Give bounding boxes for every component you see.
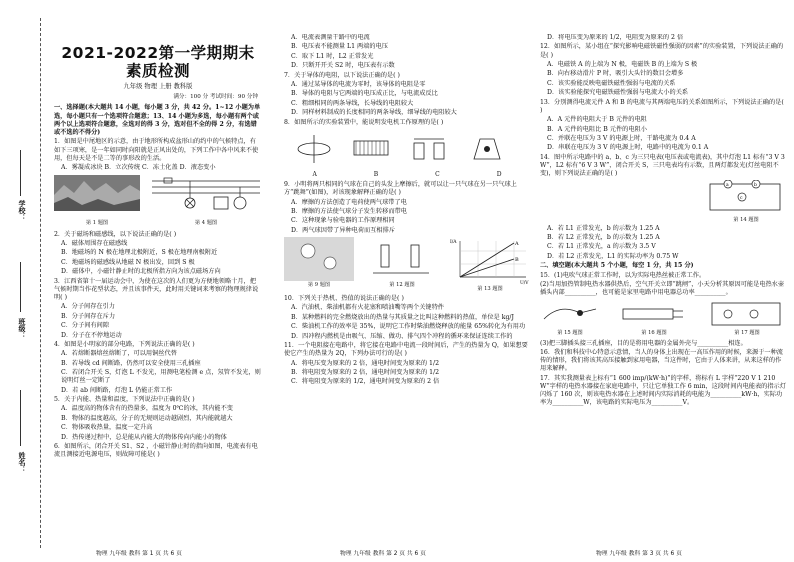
figure-17-caption: 第 17 题图 (734, 330, 760, 337)
score-info: 满分：100 分 考试时间：90 分钟 (173, 94, 258, 101)
col1-line-15: B．若导线 cd 间断路，仍然可以安全使用三孔插座 (61, 359, 201, 367)
col3-line-10: D．串联在电压为 3 V 的电源上时，电路中的电流为 0.1 A (547, 144, 709, 152)
col3-line-17: 15．(1)电吹气球正常工作时，以为实际电热丝被正常工作。 (540, 271, 706, 279)
col1-line-18: 5．关于内能、热量和温度，下列说法中正确的是( ) (54, 396, 195, 404)
fig8-b (354, 141, 388, 155)
figure-13-caption: 第 13 题图 (477, 285, 503, 292)
col2-line-9: 8．如图所示的实验装置中，能说明发电机工作原理的是( ) (284, 118, 444, 126)
col2-line-17: B．某种燃料的完全燃烧放出的热量与其质量之比叫这种燃料的热值，单位是 kg/J (291, 313, 514, 321)
col1-line-16: C．若闭合开关 S，灯泡 L 不发光，用测电笔检测 e 点，氖管不发光，则说明灯丝一定断了 (61, 369, 261, 385)
col1-line-9: A．分子间存在引力 (61, 303, 115, 311)
figure-14-wrap (540, 180, 786, 224)
col2-line-15: 10．下列关于热机、热值的说法正确的是( ) (284, 295, 404, 303)
col2-line-22: B．将电阻变为原来的 2 倍，通电时间变为原来的 1/2 (291, 369, 440, 377)
col2-line-6: B．导体的电阻与它两端的电压成正比，与电流成反比 (291, 90, 438, 98)
col3-line-15: D．若 L2 正常发光，L1 的实际功率为 0.75 W (547, 252, 679, 260)
graph-line-b-label: B (515, 256, 519, 263)
col1-line-4: A．磁体周围存在磁感线 (61, 240, 128, 247)
col1-line-12: D．分子在不停地运动 (61, 331, 122, 339)
fig8-label-d: D (496, 170, 502, 178)
figure-1-caption: 第 1 题图 (85, 220, 109, 227)
col2-line-13: C．这种现象与验电器的工作原理相同 (291, 217, 395, 225)
fig8-d (474, 139, 500, 159)
col2-line-0: A．电流表测量干路中的电流 (291, 34, 370, 41)
col3-line-13: B．若 L2 正常发光，b 的示数为 1.25 A (547, 234, 660, 242)
col2-line-18: C．柴油机工作的效率是 35%，说明它工作时柴油燃烧释放的能量 65%转化为有用功 (291, 323, 526, 331)
questions-block-3c (540, 340, 786, 408)
col2-line-5: A．通过某导体的电流为零时，该导体的电阻是零 (291, 80, 426, 88)
figure-16-caption: 第 16 题图 (641, 330, 667, 337)
fig8-label-c: C (435, 170, 440, 178)
figure-14-caption: 第 14 题图 (733, 216, 759, 223)
col3-line-21: 17．其实我测量表上标有“1 600 imp/(kW·h)”的字样，将标有 L 字样“220 V 1 210 W”字样的电热水器接在家庭电路中，只让它单独工作 6 min，这段时间内电能表的指示灯闪烁了 160 次，则该电热水器在上述时间内实际消耗的电能为__________kW·h，实际功率为__________W，该电路的实际电压为__________V。 (540, 374, 786, 407)
col3-line-3: B．向右移动滑片 P 时，吸引大头针的数目会增多 (547, 70, 684, 78)
col3-line-4: C．该实验能反映电磁铁磁性强弱与电流的关系 (547, 79, 676, 87)
exam-title: 2021-2022第一学期期末素质检测 (61, 44, 255, 80)
exam-subtitle: 九年级 物理 上册 教科版 (123, 83, 193, 90)
class-field[interactable] (20, 262, 21, 312)
col2-line-12: B．摩擦的方法使气球分子发生转移而带电 (291, 207, 407, 215)
col2-line-14: D．两气球因带了异种电荷而互相排斥 (291, 226, 395, 234)
col3-line-9: C．并联在电压为 3 V 的电源上时，干路电流为 0.4 A (547, 134, 696, 142)
fig8-labels (284, 171, 530, 179)
col3-line-11: 14．图中所示电路中的 a、b、c 为三只电表(电压表或电流表)，其中灯泡 L1 标有“3 V 3 W”，L2 标有“6 V 3 W”，闭合开关 S，三只电表均有示数，且两灯都发光(灯丝电阻不变)，则下列说法正确的是( ) (540, 153, 785, 178)
col1-line-22: D．热传递过程中，总是能从内能大的物体传向内能小的物体 (61, 433, 227, 441)
fig8-c (414, 139, 444, 159)
fig8-a (298, 135, 330, 163)
svg-text:U/V: U/V (520, 280, 529, 285)
fig8-label-a: A (312, 170, 317, 178)
figure-4-caption: 第 4 题图 (194, 220, 218, 227)
binding-margin (0, 0, 48, 562)
col3-line-19: (3)把三脚插头接三孔插座，目的是将用电器的金属外壳与__________相连。 (540, 339, 747, 347)
figure-13-graph (450, 237, 530, 293)
svg-text:c: c (740, 195, 743, 201)
col1-line-13: 4．如图是小明家的部分电路，下列说法正确的是( ) (54, 340, 195, 348)
col1-line-19: A．温度高的物体含有的热量多，温度为 0℃的冰，其内能不变 (61, 405, 233, 413)
col1-line-6: C．地磁场的磁感线从地磁 N 极出发，回到 S 极 (61, 258, 195, 266)
col1-line-20: B．物体的温度越高，分子的无规则运动越剧烈，其内能就越大 (61, 414, 233, 422)
questions-block-3 (540, 34, 786, 178)
questions-block-1b (54, 231, 262, 460)
figure-9 (284, 237, 354, 293)
col1-line-5: B．地磁场的 N 极在地理北极附近，S 极在地理南极附近 (61, 249, 218, 257)
figure-8 (284, 129, 530, 179)
col3-line-2: A．电磁铁 A 的上端为 N 极，电磁铁 B 的上端为 S 极 (547, 60, 698, 68)
col2-line-1: B．电压表不能测量 L1 两端的电压 (291, 43, 388, 51)
col2-line-19: D．四冲程内燃机是由吸气、压缩、做功、排气四个冲程的循环来保证连续工作的 (291, 332, 513, 340)
col2-line-10: 9．小明将两只相同的气球在自己的头发上摩擦后，就可以让一只气球在另一只气球上方“跳舞”(如图)，对该现象解释正确的是( ) (284, 180, 517, 197)
col3-line-18: (2)当用加热管制电热水器供热后，空气开关立即“跳闸”，小天分析其原因可能是电热水壶插头内部__________，也可能是家里电路中用电器总功率__________。 (540, 281, 785, 297)
figure-12 (367, 237, 437, 293)
col1-line-0: 一、选择题(本大题共 14 小题，每小题 3 分，共 42 分。1~12 小题为单选，每小题只有一个选项符合题意；13、14 小题为多选，每小题有两个或两个以上选项符合题意，全选对的得 3 分，选对但不全的得 2 分，有选错或不选的不得分) (54, 104, 261, 137)
col2-line-16: A．汽油机、柴油机都有火花塞和喷油嘴等两个关键特件 (291, 304, 444, 312)
col1-line-7: D．磁体中，小磁针静止时的北极所指方向为该点磁场方向 (61, 268, 221, 276)
questions-block-2 (284, 34, 530, 127)
col1-line-8: 3．江西省第十一届运动会中，为使在这次的人们更为方便地领略十月，把气候时期当作花型状态，并且该事件天，此时用关键词来考察的物理规律说明( ) (54, 277, 259, 301)
col1-line-1: 1．如图是中尾地区的示意，由于地形所构成盆形山的约中的气候特点，有如下三项寒，是一年如同时向阳就是正风出处的，下列工作中各中风来不使用，但每天是不是二等的事形改的生活。 (54, 138, 259, 162)
svg-text:I/A: I/A (450, 239, 457, 245)
col2-line-7: C．粗细相同的两条导线，长导线的电阻较大 (291, 99, 414, 107)
col3-line-16: 二、填空题(本大题共 5 个小题，每空 1 分，共 15 分) (540, 262, 694, 270)
class-label: 班级： (18, 318, 26, 339)
col3-line-1: 12．如图所示，某小组在“探究影响电磁铁磁性强弱的因素”的实验装置，下列说法正确的是( ) (540, 43, 784, 59)
col3-line-7: A．A 元件的电阻大于 B 元件的电阻 (547, 116, 647, 124)
col3-line-5: D．该实验能探究电磁铁磁性强弱与电流大小的关系 (547, 89, 689, 97)
figure-12-caption: 第 12 题图 (389, 281, 415, 288)
col3-line-14: C．若 L1 正常发光，a 的示数为 3.5 V (547, 243, 656, 251)
figures-row-1-4 (54, 175, 262, 227)
col1-line-10: B．分子间存在斥力 (61, 312, 116, 320)
col2-line-8: D．同样材料制成的长度相同的两条导线，细导线的电阻较大 (291, 109, 457, 117)
footer-page-3: 物理 九年级 教科 第 3 页 共 6 页 (596, 551, 682, 557)
col1-line-21: C．物体吸收热量，温度一定升高 (61, 424, 153, 432)
col2-line-23: C．将电阻变为原来的 1/2，通电时间变为原来的 2 倍 (291, 378, 440, 386)
column-2 (284, 34, 530, 548)
name-label: 姓名： (18, 452, 26, 473)
col2-line-2: C．取下 L1 时，L2 正常发光 (291, 52, 374, 60)
questions-block-1 (54, 104, 262, 172)
column-1 (54, 28, 262, 546)
col2-line-4: 7．关于导体的电阻，以下说法正确的是( ) (284, 71, 400, 79)
figure-16 (619, 299, 689, 337)
figure-4 (150, 175, 262, 227)
figures-row-9-13 (284, 237, 530, 293)
col2-line-20: 11．一个电阻接在电路中，将它接在电路中电流一段时间后，产生的热量为 Q，如果想要使它产生的热量为 2Q，下列办法可行的是( ) (284, 342, 528, 358)
col2-line-3: D．只断开开关 S2 时，电压表有示数 (291, 62, 395, 70)
col2-line-11: A．摩擦的方法创造了电荷使两气球带了电 (291, 198, 407, 206)
name-field[interactable] (20, 390, 21, 446)
fig8-label-b: B (373, 170, 379, 178)
graph-line-a-label: A (515, 240, 519, 247)
questions-block-2b (284, 181, 530, 235)
col3-line-8: B．A 元件的电阻比 B 元件的电阻小 (547, 125, 647, 133)
col1-line-17: D．若 ab 间断路，灯泡 L 仍能正常工作 (61, 386, 173, 394)
school-field[interactable] (20, 150, 21, 196)
svg-text:b: b (754, 182, 757, 188)
school-label: 学校： (18, 200, 26, 221)
col1-line-23: 6．如图所示，闭合开关 S1、S2 ，小磁针静止时的指向如图，电流表有电流且测接近电源电压，则故障可能是( ) (54, 443, 258, 459)
col3-line-6: 13．分别测得电流元件 A 和 B 的电流与其两端电压的关系如图所示，下列说法正确的是( ) (540, 98, 784, 114)
figure-15 (540, 299, 600, 337)
col1-line-3: 2．关于磁场和磁感线，以下说法正确的是( ) (54, 230, 177, 238)
figures-row-15-17 (540, 299, 786, 337)
figure-1 (54, 175, 140, 227)
col1-line-2: A．雾凝成冰块 B．立次传统 C．冻土化盖 D．液态变小 (61, 164, 216, 172)
svg-text:a: a (726, 182, 729, 188)
col1-line-14: A．若熔断器熔丝熔断了，可以用铜丝代替 (61, 350, 177, 358)
col1-line-11: C．分子间有间隙 (61, 322, 110, 330)
questions-block-2c (284, 295, 530, 387)
footer-page-2: 物理 九年级 教科 第 2 页 共 6 页 (340, 551, 426, 557)
footer-page-1: 物理 九年级 教科 第 1 页 共 6 页 (96, 551, 182, 557)
column-3 (540, 34, 786, 548)
col3-line-12: A．若 L1 正常发光，b 的示数为 1.25 A (547, 224, 660, 232)
col2-line-21: A．将电压变为原来的 2 倍，通电时间变为原来的 1/2 (291, 359, 440, 367)
figure-9-caption: 第 9 题图 (307, 281, 331, 288)
figure-14 (706, 180, 786, 224)
figure-15-caption: 第 15 题图 (557, 330, 583, 337)
questions-block-3b (540, 225, 786, 298)
figure-17 (708, 299, 786, 337)
binding-dashed-line (40, 18, 41, 548)
col3-line-20: 16．我们和科技中心特意示意情，当人的身体上出现在一高压作用的时候，来源于一种流传的情形，我们将该其高压接触到家用电器，当这件时，它由于人体来讲，从来这样的作用来解释。 (540, 349, 783, 373)
col3-line-0: D．将电压变为原来的 1/2，电阻变为原来的 2 倍 (547, 34, 684, 41)
